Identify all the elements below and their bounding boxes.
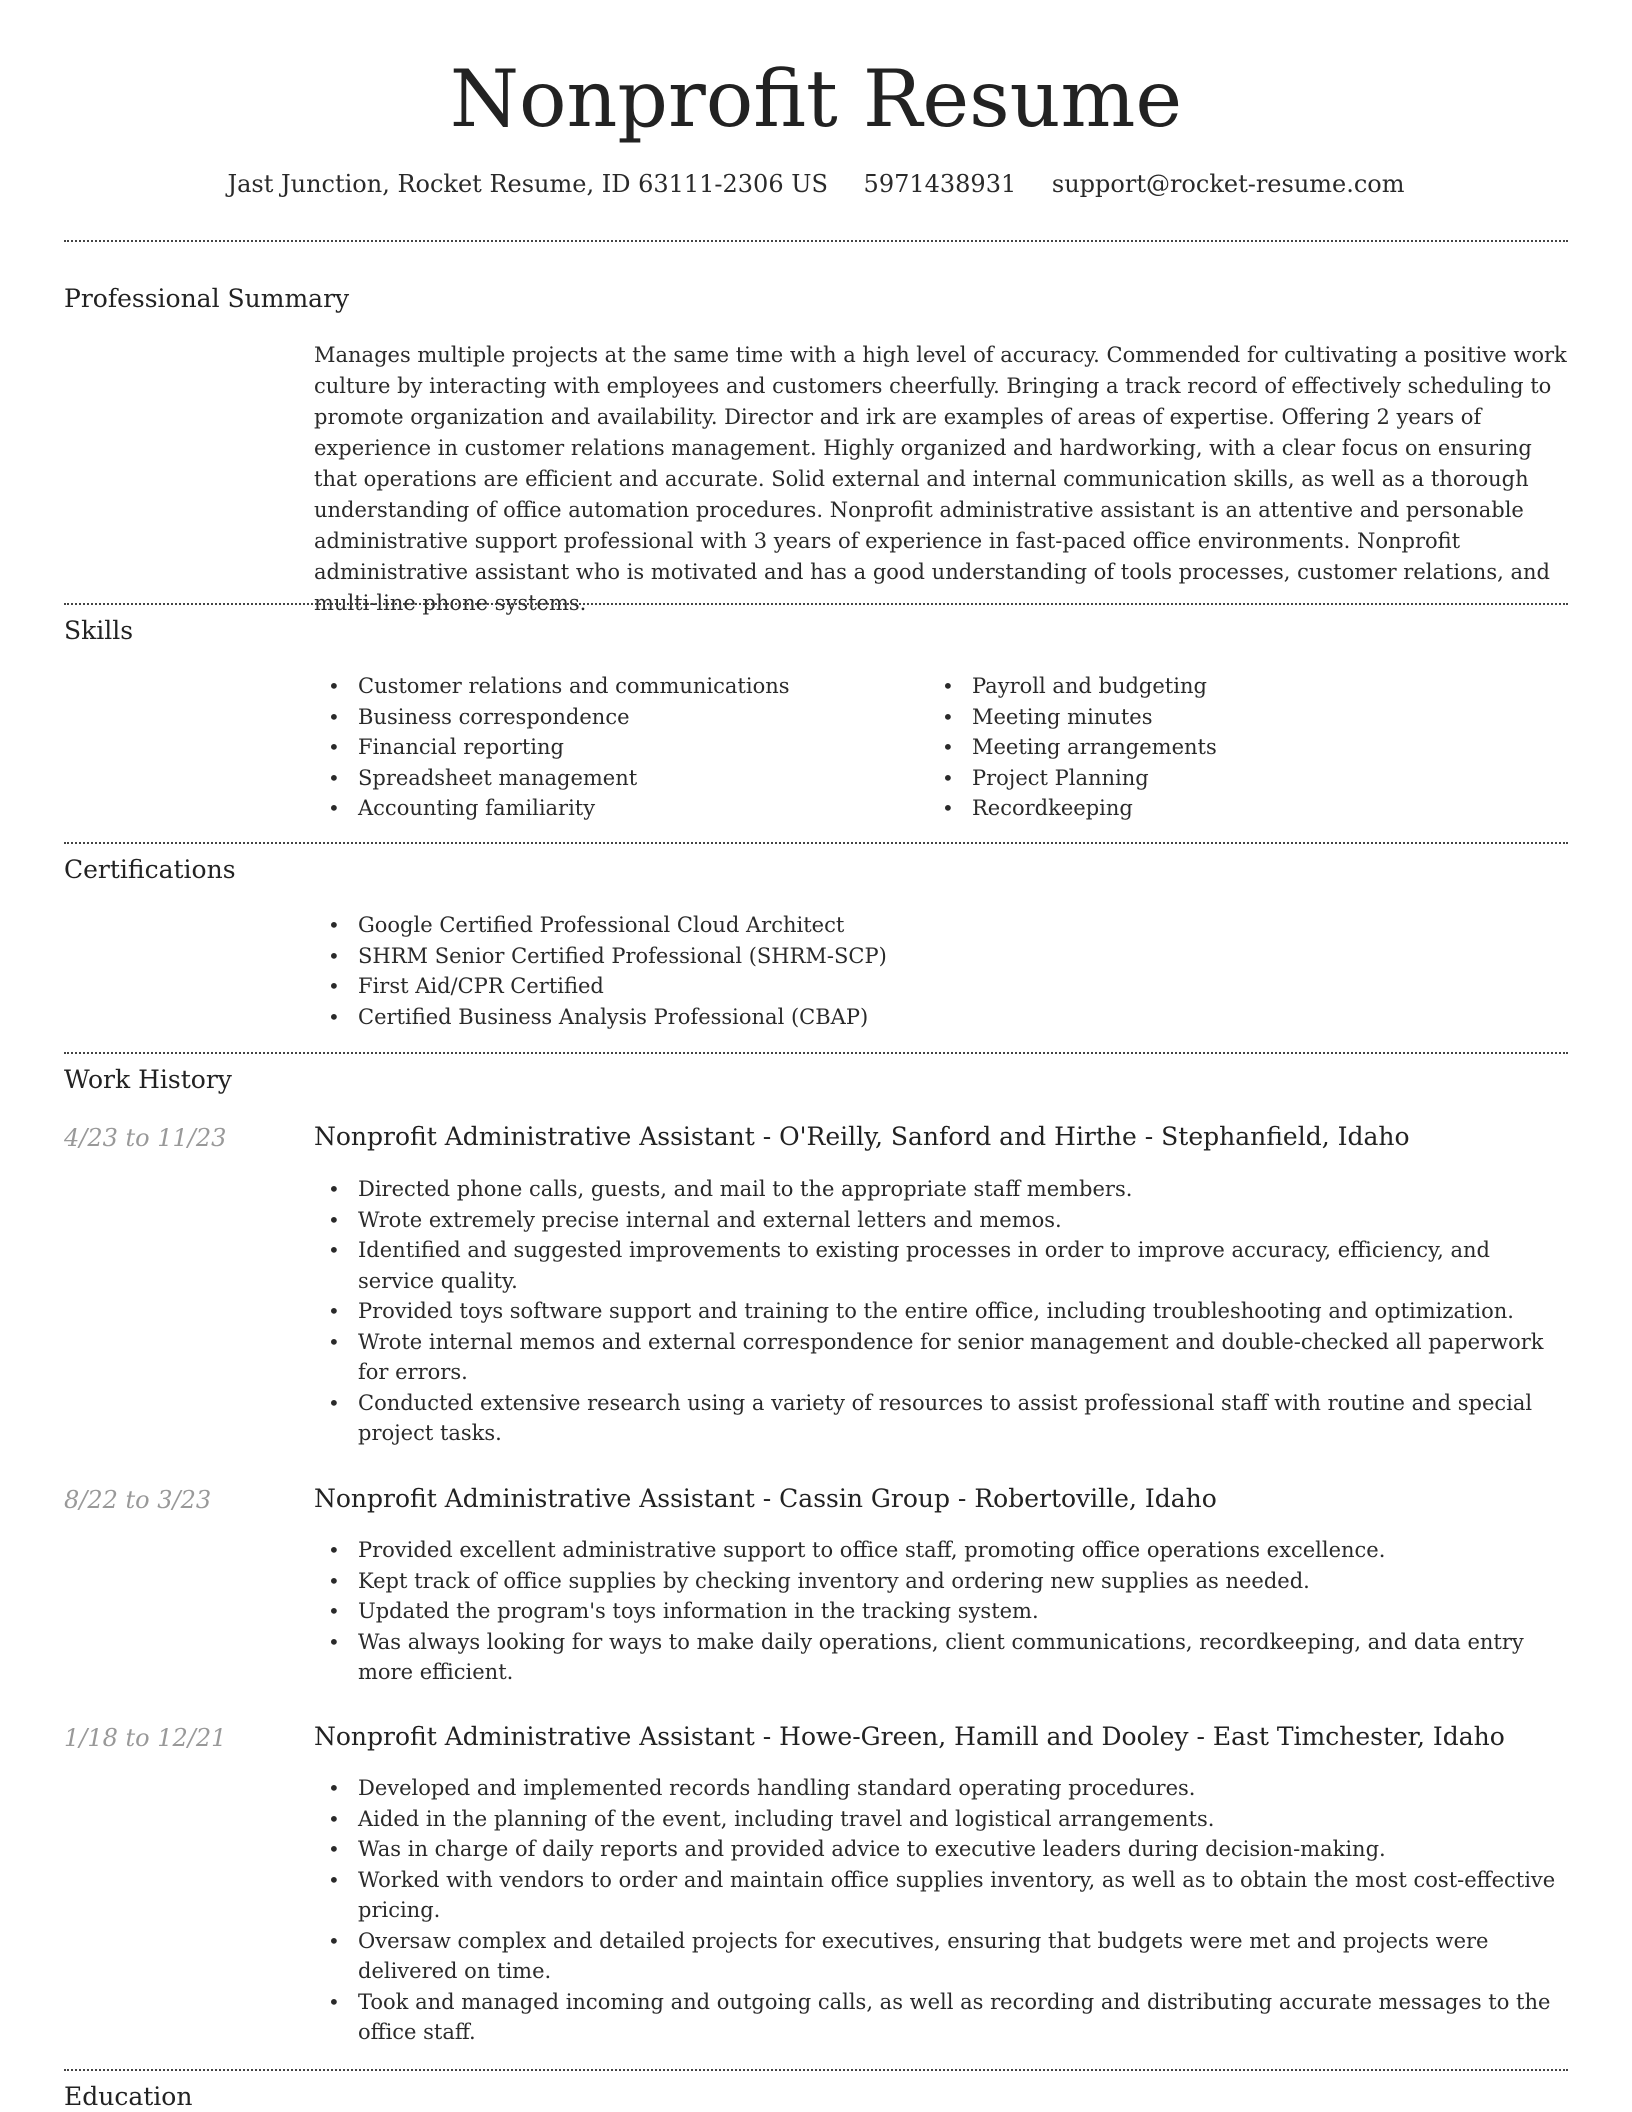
skill-item: • Recordkeeping: [928, 793, 1217, 824]
job-date: 8/22 to 3/23: [64, 1486, 212, 1514]
skill-item: • Accounting familiarity: [314, 793, 790, 824]
certifications-heading: Certifications: [64, 855, 236, 884]
section-divider: [64, 842, 1568, 844]
summary-heading: Professional Summary: [64, 284, 350, 313]
skill-item: • Customer relations and communications: [314, 671, 790, 702]
work-history-heading: Work History: [64, 1065, 232, 1094]
job-bullet: • Kept track of office supplies by checking inventory and ordering new supplies as needed.: [314, 1566, 1572, 1597]
education-heading: Education: [64, 2082, 193, 2111]
skill-item: • Meeting minutes: [928, 702, 1217, 733]
job-bullets: [314, 1174, 1572, 1449]
skill-item: • Payroll and budgeting: [928, 671, 1217, 702]
certifications-list: [314, 910, 887, 1032]
skill-item: • Financial reporting: [314, 732, 790, 763]
job-bullet: • Aided in the planning of the event, including travel and logistical arrangements.: [314, 1804, 1572, 1835]
job-bullet: • Was always looking for ways to make daily operations, client communications, recordkeeping, and data entry more efficient.: [314, 1627, 1572, 1688]
contact-line: [0, 170, 1632, 198]
section-divider: [64, 240, 1568, 242]
section-divider: [64, 603, 1568, 605]
job-date: 4/23 to 11/23: [64, 1124, 227, 1152]
skill-item: • Project Planning: [928, 763, 1217, 794]
job-bullets: [314, 1773, 1572, 2048]
job-bullet: • Oversaw complex and detailed projects for executives, ensuring that budgets were met and projects were delivered on time.: [314, 1926, 1572, 1987]
contact-address: Jast Junction, Rocket Resume, ID 63111-2306 US: [227, 170, 828, 198]
section-divider: [64, 1052, 1568, 1054]
job-bullet: • Provided excellent administrative support to office staff, promoting office operations excellence.: [314, 1535, 1572, 1566]
job-bullet: • Took and managed incoming and outgoing calls, as well as recording and distributing accurate messages to the office staff.: [314, 1987, 1572, 2048]
job-bullet: • Wrote internal memos and external correspondence for senior management and double-checked all paperwork for errors.: [314, 1327, 1572, 1388]
job-bullet: • Identified and suggested improvements to existing processes in order to improve accuracy, efficiency, and service quality.: [314, 1235, 1572, 1296]
job-bullet: • Developed and implemented records handling standard operating procedures.: [314, 1773, 1572, 1804]
job-bullet: • Wrote extremely precise internal and external letters and memos.: [314, 1205, 1572, 1236]
certification-item: • Certified Business Analysis Professional (CBAP): [314, 1002, 887, 1033]
job-bullet: • Was in charge of daily reports and provided advice to executive leaders during decision-making.: [314, 1834, 1572, 1865]
job-bullets: [314, 1535, 1572, 1688]
skill-item: • Meeting arrangements: [928, 732, 1217, 763]
skill-item: • Business correspondence: [314, 702, 790, 733]
resume-title: Nonprofit Resume: [449, 53, 1183, 145]
section-divider: [64, 2069, 1568, 2071]
contact-email: support@rocket-resume.com: [1051, 170, 1405, 198]
job-title: Nonprofit Administrative Assistant - Cassin Group - Robertoville, Idaho: [314, 1484, 1217, 1513]
job-bullet: • Updated the program's toys information in the tracking system.: [314, 1596, 1572, 1627]
job-bullet: • Worked with vendors to order and maintain office supplies inventory, as well as to obtain the most cost-effective pricing.: [314, 1865, 1572, 1926]
skills-list-left: [314, 671, 790, 824]
job-bullet: • Directed phone calls, guests, and mail to the appropriate staff members.: [314, 1174, 1572, 1205]
job-date: 1/18 to 12/21: [64, 1724, 227, 1752]
certification-item: • SHRM Senior Certified Professional (SHRM-SCP): [314, 941, 887, 972]
job-bullet: • Conducted extensive research using a variety of resources to assist professional staff with routine and special project tasks.: [314, 1388, 1572, 1449]
job-bullet: • Provided toys software support and training to the entire office, including troubleshooting and optimization.: [314, 1296, 1572, 1327]
job-title: Nonprofit Administrative Assistant - Howe-Green, Hamill and Dooley - East Timchester, Idaho: [314, 1722, 1505, 1751]
skills-heading: Skills: [64, 616, 134, 645]
certification-item: • Google Certified Professional Cloud Architect: [314, 910, 887, 941]
certification-item: • First Aid/CPR Certified: [314, 971, 887, 1002]
job-title: Nonprofit Administrative Assistant - O'Reilly, Sanford and Hirthe - Stephanfield, Idaho: [314, 1122, 1410, 1151]
summary-text: Manages multiple projects at the same time with a high level of accuracy. Commended for cultivating a positive work culture by interacting with employees and customers cheerfully. Bringing a track record of effectively scheduling to promote organization and availability. Director and irk are examples of areas of expertise. Offering 2 years of experience in customer relations management. Highly organized and hardworking, with a clear focus on ensuring that operations are efficient and accurate. Solid external and internal communication skills, as well as a thorough understanding of office automation procedures. Nonprofit administrative assistant is an attentive and personable administrative support professional with 3 years of experience in fast-paced office environments. Nonprofit administrative assistant who is motivated and has a good understanding of tools processes, customer relations, and multi-line phone systems.: [314, 343, 1567, 615]
contact-phone: 5971438931: [863, 170, 1017, 198]
skill-item: • Spreadsheet management: [314, 763, 790, 794]
skills-list-right: [928, 671, 1217, 824]
